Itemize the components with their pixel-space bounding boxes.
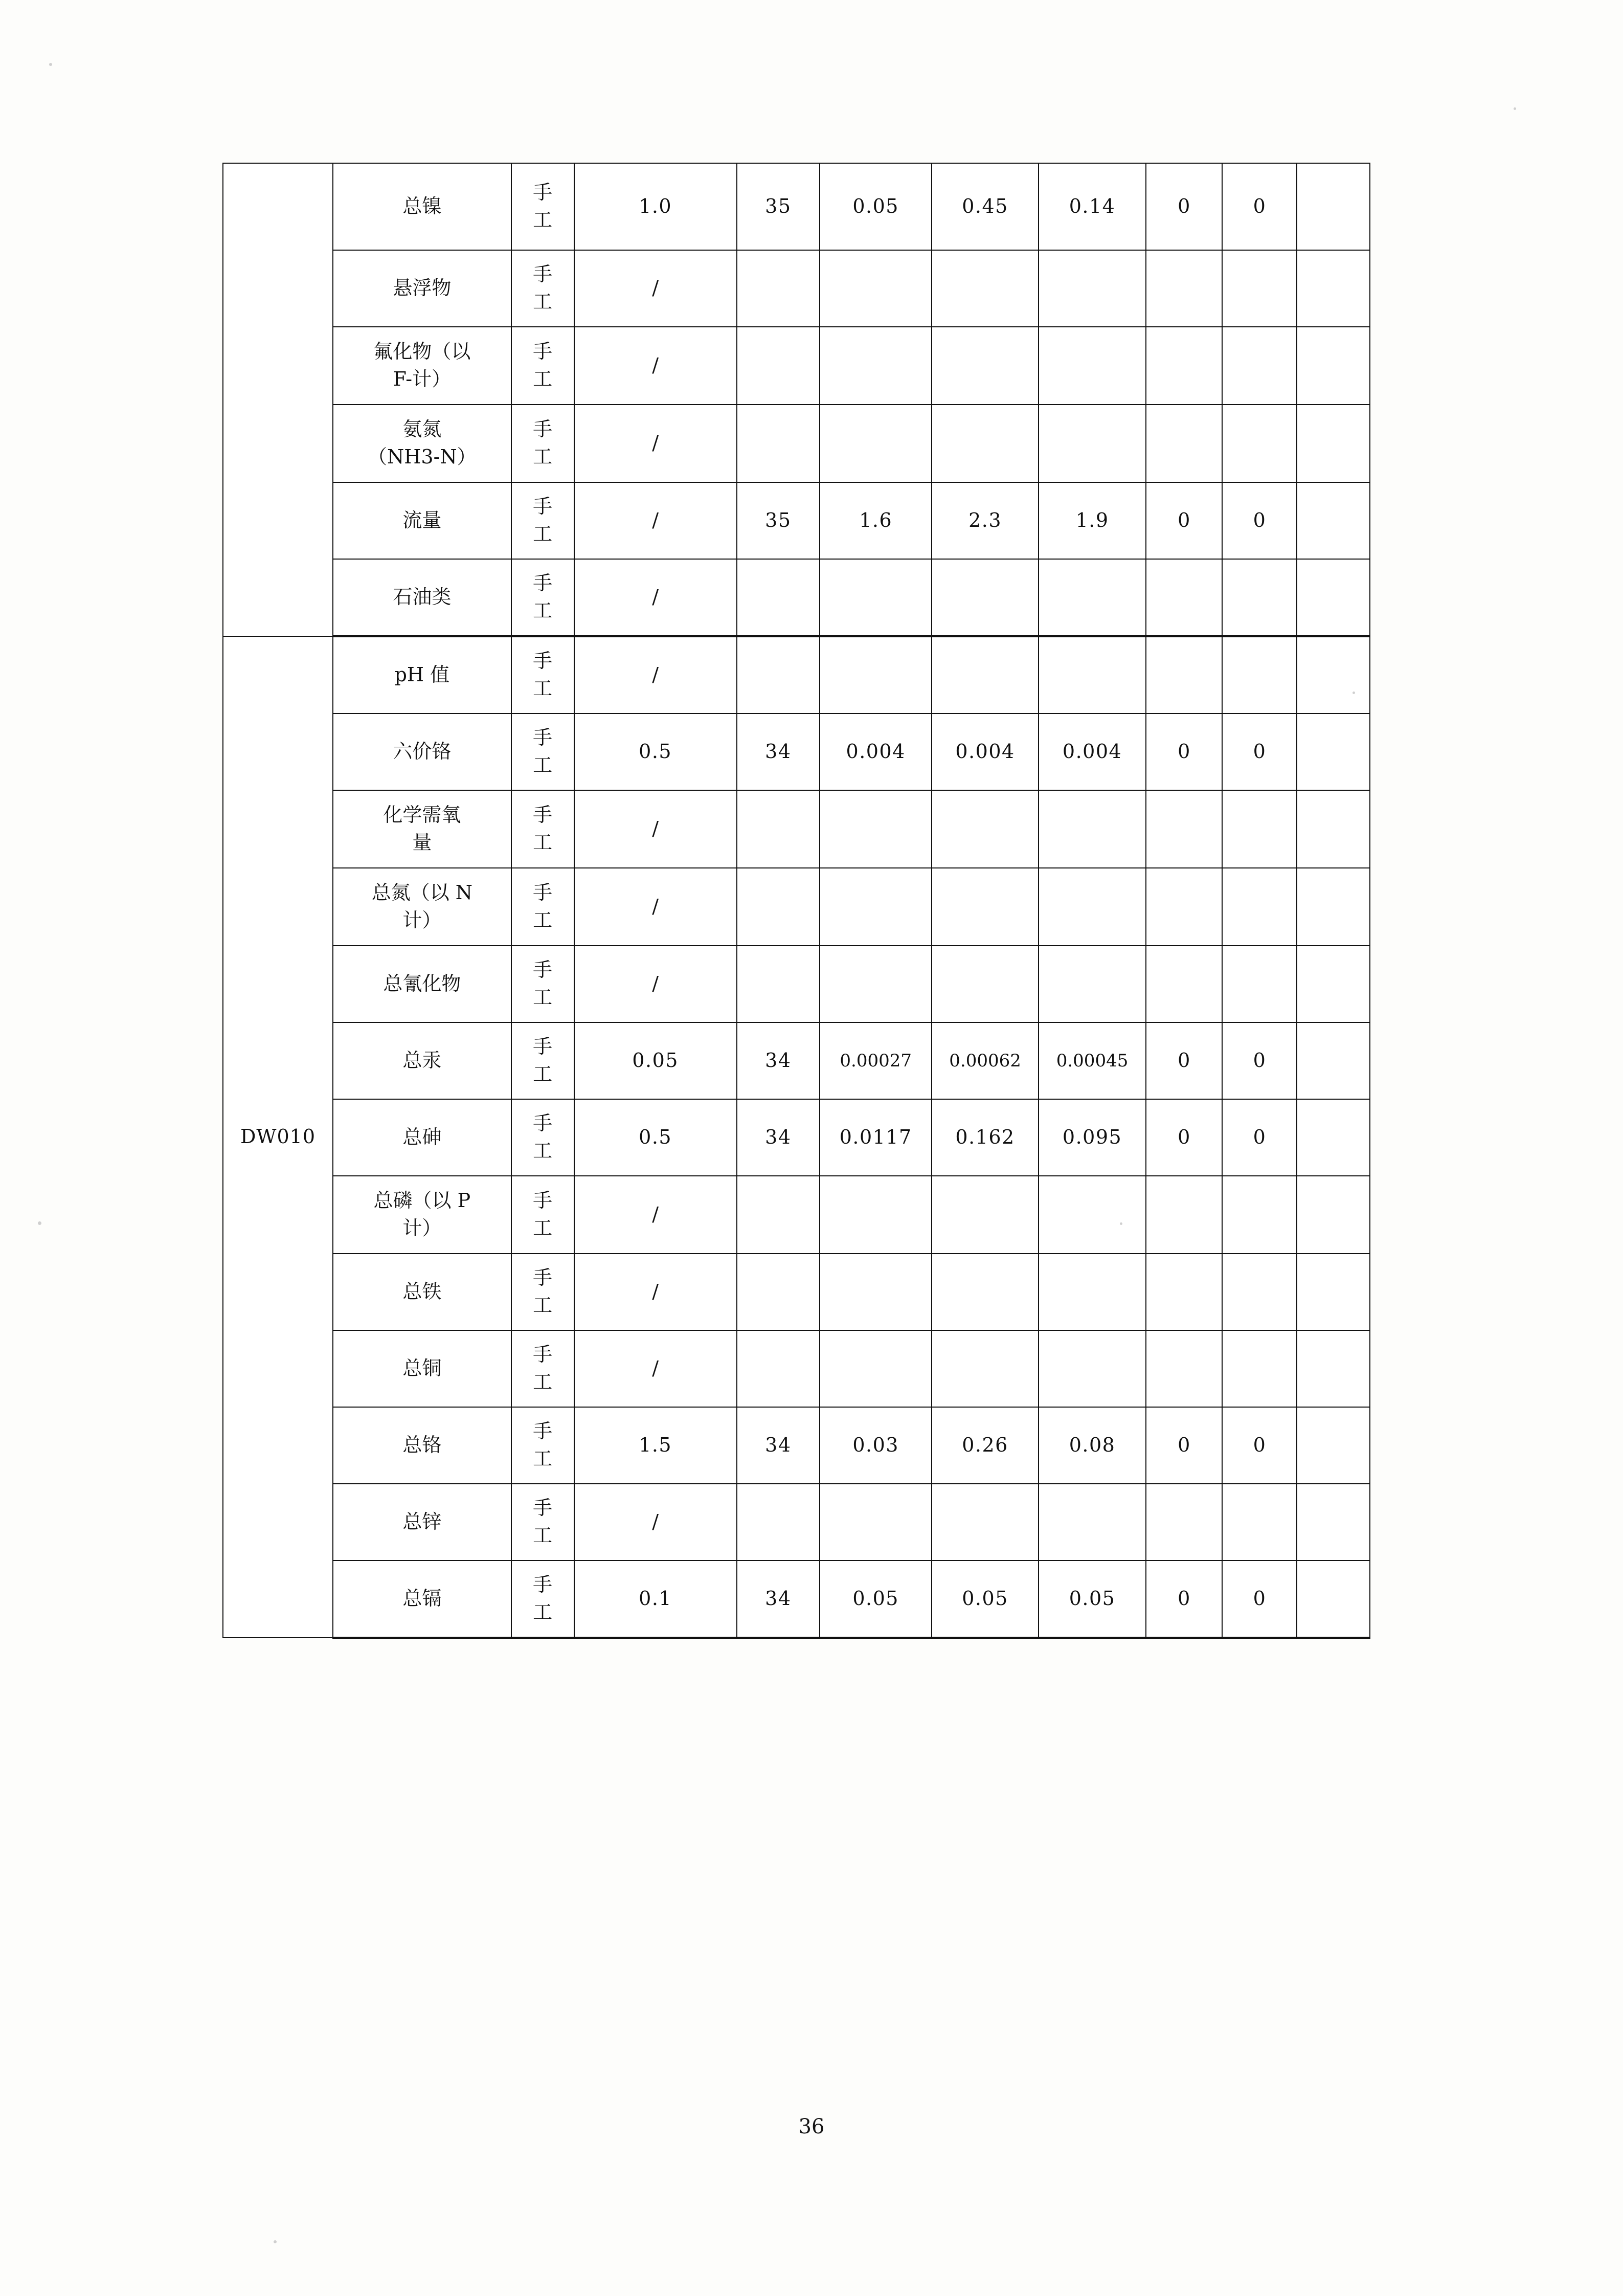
exceed-rate-cell	[1222, 559, 1297, 636]
exceed-rate-cell	[1222, 1176, 1297, 1254]
exceed-count-cell	[1146, 327, 1222, 405]
table-row	[223, 163, 1370, 250]
exceed-count-cell	[1146, 790, 1222, 868]
table-row	[223, 1561, 1370, 1638]
remark-cell	[1297, 1254, 1370, 1330]
table-row	[223, 482, 1370, 559]
measurement-method-cell	[511, 1330, 574, 1407]
exceed-rate-cell	[1222, 1254, 1297, 1330]
pollutant-name-cell: 总锌	[333, 1484, 511, 1561]
remark-cell	[1297, 405, 1370, 482]
method-char: 工	[533, 754, 553, 776]
average-value-cell: 0.14	[1039, 163, 1146, 250]
method-char: 手	[533, 1035, 553, 1058]
method-char: 工	[533, 831, 553, 854]
max-value-cell: 0.26	[932, 1407, 1038, 1484]
table-row	[223, 946, 1370, 1022]
table-row	[223, 1099, 1370, 1176]
pollutant-name-cell: 总砷	[333, 1099, 511, 1176]
slash-icon: /	[652, 432, 659, 455]
min-value-cell: 0.00027	[820, 1022, 932, 1099]
pollutant-name-line2: 计）	[402, 1217, 442, 1239]
slash-icon: /	[652, 1357, 659, 1380]
table-body	[223, 163, 1370, 1638]
scan-speck	[1352, 692, 1355, 694]
pollutant-name-line2: 计）	[402, 909, 442, 931]
exceed-count-cell	[1146, 1176, 1222, 1254]
sample-count-cell	[737, 250, 820, 327]
average-value-cell	[1039, 946, 1146, 1022]
method-char: 手	[533, 958, 553, 982]
slash-icon: /	[652, 509, 659, 532]
max-value-cell	[932, 250, 1038, 327]
remark-cell	[1297, 636, 1370, 714]
exceed-rate-cell	[1222, 636, 1297, 714]
max-value-cell: 0.05	[932, 1561, 1038, 1638]
sample-count-cell	[737, 946, 820, 1022]
scan-speck	[274, 2240, 277, 2243]
standard-limit-cell	[574, 327, 737, 405]
max-value-cell	[932, 1176, 1038, 1254]
pollutant-name-cell	[333, 868, 511, 946]
average-value-cell	[1039, 1176, 1146, 1254]
table-row	[223, 636, 1370, 714]
method-char: 手	[533, 1189, 553, 1212]
exceed-count-cell: 0	[1146, 1561, 1222, 1638]
pollutant-name-cell	[333, 790, 511, 868]
max-value-cell	[932, 1330, 1038, 1407]
exceed-count-cell	[1146, 1484, 1222, 1561]
page-number: 36	[798, 2115, 825, 2138]
pollutant-name-cell	[333, 1176, 511, 1254]
method-char: 工	[533, 291, 553, 313]
table-row	[223, 1330, 1370, 1407]
measurement-method-cell	[511, 327, 574, 405]
sample-count-cell: 35	[737, 482, 820, 559]
slash-icon: /	[652, 895, 659, 918]
exceed-count-cell: 0	[1146, 1407, 1222, 1484]
exceed-rate-cell	[1222, 327, 1297, 405]
measurement-method-cell	[511, 1022, 574, 1099]
sample-count-cell	[737, 636, 820, 714]
sample-count-cell: 34	[737, 1099, 820, 1176]
remark-cell	[1297, 327, 1370, 405]
method-char: 手	[533, 181, 553, 204]
pollutant-name-cell: 流量	[333, 482, 511, 559]
exceed-rate-cell: 0	[1222, 482, 1297, 559]
method-char: 工	[533, 445, 553, 468]
exceed-rate-cell	[1222, 1484, 1297, 1561]
exceed-count-cell: 0	[1146, 1022, 1222, 1099]
method-char: 手	[533, 1343, 553, 1366]
exceed-rate-cell: 0	[1222, 1407, 1297, 1484]
pollutant-name-line1: 化学需氧	[383, 804, 461, 827]
pollutant-name-line2: 量	[412, 831, 432, 854]
average-value-cell: 0.08	[1039, 1407, 1146, 1484]
average-value-cell: 0.004	[1039, 714, 1146, 790]
method-char: 手	[533, 881, 553, 904]
table-row	[223, 868, 1370, 946]
standard-limit-cell	[574, 1176, 737, 1254]
method-char: 工	[533, 1217, 553, 1239]
max-value-cell	[932, 559, 1038, 636]
method-char: 工	[533, 368, 553, 390]
method-char: 手	[533, 726, 553, 749]
sample-count-cell	[737, 868, 820, 946]
method-char: 手	[533, 1573, 553, 1596]
table-row	[223, 1176, 1370, 1254]
standard-limit-cell	[574, 636, 737, 714]
min-value-cell: 0.05	[820, 1561, 932, 1638]
slash-icon: /	[652, 663, 659, 686]
pollutant-name-line1: 氟化物（以	[373, 340, 471, 363]
max-value-cell	[932, 1484, 1038, 1561]
exceed-rate-cell	[1222, 790, 1297, 868]
standard-limit-cell	[574, 1254, 737, 1330]
exceed-rate-cell	[1222, 946, 1297, 1022]
measurement-method-cell	[511, 250, 574, 327]
measurement-method-cell	[511, 714, 574, 790]
pollutant-name-cell: 总铜	[333, 1330, 511, 1407]
exceed-count-cell	[1146, 946, 1222, 1022]
exceed-rate-cell: 0	[1222, 163, 1297, 250]
standard-limit-cell	[574, 1330, 737, 1407]
measurement-method-cell	[511, 1254, 574, 1330]
method-char: 工	[533, 1294, 553, 1317]
average-value-cell	[1039, 868, 1146, 946]
remark-cell	[1297, 1484, 1370, 1561]
remark-cell	[1297, 559, 1370, 636]
average-value-cell	[1039, 1330, 1146, 1407]
exceed-count-cell	[1146, 405, 1222, 482]
remark-cell	[1297, 1176, 1370, 1254]
standard-limit-cell	[574, 482, 737, 559]
pollutant-name-cell: 总汞	[333, 1022, 511, 1099]
measurement-method-cell	[511, 1561, 574, 1638]
remark-cell	[1297, 1022, 1370, 1099]
measurement-method-cell	[511, 405, 574, 482]
exceed-count-cell	[1146, 559, 1222, 636]
table-row	[223, 1022, 1370, 1099]
sample-count-cell	[737, 1330, 820, 1407]
exceed-rate-cell: 0	[1222, 1022, 1297, 1099]
method-char: 手	[533, 804, 553, 827]
min-value-cell: 0.05	[820, 163, 932, 250]
average-value-cell: 0.095	[1039, 1099, 1146, 1176]
min-value-cell	[820, 250, 932, 327]
min-value-cell	[820, 868, 932, 946]
monitoring-data-table-wrapper	[222, 163, 1370, 1639]
slash-icon: /	[652, 1203, 659, 1226]
min-value-cell	[820, 559, 932, 636]
average-value-cell	[1039, 636, 1146, 714]
method-char: 工	[533, 1140, 553, 1162]
method-char: 工	[533, 599, 553, 622]
pollutant-name-cell: 总氰化物	[333, 946, 511, 1022]
min-value-cell: 0.0117	[820, 1099, 932, 1176]
method-char: 工	[533, 1447, 553, 1470]
sample-count-cell: 34	[737, 714, 820, 790]
method-char: 工	[533, 1524, 553, 1547]
exceed-count-cell	[1146, 250, 1222, 327]
average-value-cell	[1039, 790, 1146, 868]
min-value-cell	[820, 1176, 932, 1254]
sample-count-cell	[737, 790, 820, 868]
measurement-method-cell	[511, 868, 574, 946]
average-value-cell: 0.05	[1039, 1561, 1146, 1638]
pollutant-name-cell: 总铬	[333, 1407, 511, 1484]
method-char: 工	[533, 986, 553, 1009]
pollutant-name-line1: 总磷（以 P	[373, 1189, 471, 1212]
standard-limit-cell: 0.5	[574, 1099, 737, 1176]
max-value-cell	[932, 946, 1038, 1022]
pollutant-name-cell: 石油类	[333, 559, 511, 636]
average-value-cell	[1039, 327, 1146, 405]
max-value-cell: 0.162	[932, 1099, 1038, 1176]
sample-count-cell: 35	[737, 163, 820, 250]
method-char: 工	[533, 523, 553, 545]
average-value-cell: 0.00045	[1039, 1022, 1146, 1099]
slash-icon: /	[652, 354, 659, 377]
table-row	[223, 327, 1370, 405]
method-char: 工	[533, 1063, 553, 1085]
sample-count-cell: 34	[737, 1407, 820, 1484]
min-value-cell	[820, 327, 932, 405]
standard-limit-cell: 1.0	[574, 163, 737, 250]
standard-limit-cell	[574, 790, 737, 868]
standard-limit-cell	[574, 405, 737, 482]
exceed-rate-cell: 0	[1222, 1561, 1297, 1638]
slash-icon: /	[652, 277, 659, 300]
method-char: 工	[533, 209, 553, 231]
remark-cell	[1297, 868, 1370, 946]
exceed-count-cell: 0	[1146, 714, 1222, 790]
exceed-count-cell	[1146, 868, 1222, 946]
pollutant-name-cell: 总镉	[333, 1561, 511, 1638]
exceed-count-cell	[1146, 636, 1222, 714]
sample-count-cell	[737, 1176, 820, 1254]
min-value-cell	[820, 1254, 932, 1330]
exceed-rate-cell: 0	[1222, 1099, 1297, 1176]
pollutant-name-cell	[333, 327, 511, 405]
max-value-cell	[932, 790, 1038, 868]
sample-count-cell: 34	[737, 1022, 820, 1099]
scan-speck	[1514, 107, 1516, 110]
standard-limit-cell	[574, 946, 737, 1022]
standard-limit-cell	[574, 559, 737, 636]
measurement-method-cell	[511, 559, 574, 636]
exceed-count-cell	[1146, 1330, 1222, 1407]
sample-count-cell	[737, 1484, 820, 1561]
min-value-cell	[820, 790, 932, 868]
remark-cell	[1297, 946, 1370, 1022]
slash-icon: /	[652, 972, 659, 995]
table-row	[223, 714, 1370, 790]
exceed-rate-cell	[1222, 868, 1297, 946]
standard-limit-cell: 0.1	[574, 1561, 737, 1638]
measurement-method-cell	[511, 1099, 574, 1176]
remark-cell	[1297, 1330, 1370, 1407]
table-row	[223, 790, 1370, 868]
exceed-rate-cell	[1222, 1330, 1297, 1407]
remark-cell	[1297, 714, 1370, 790]
method-char: 手	[533, 650, 553, 673]
exceed-rate-cell	[1222, 405, 1297, 482]
max-value-cell: 0.004	[932, 714, 1038, 790]
scan-speck	[49, 63, 52, 66]
remark-cell	[1297, 1099, 1370, 1176]
method-char: 手	[533, 263, 553, 286]
standard-limit-cell	[574, 250, 737, 327]
method-char: 手	[533, 418, 553, 441]
sample-count-cell	[737, 1254, 820, 1330]
average-value-cell	[1039, 250, 1146, 327]
exceed-count-cell: 0	[1146, 163, 1222, 250]
exceed-rate-cell	[1222, 250, 1297, 327]
sample-count-cell: 34	[737, 1561, 820, 1638]
measurement-method-cell	[511, 482, 574, 559]
method-char: 手	[533, 1497, 553, 1520]
pollutant-name-line2: （NH3-N）	[368, 445, 477, 468]
measurement-method-cell	[511, 1407, 574, 1484]
method-char: 手	[533, 1266, 553, 1289]
min-value-cell	[820, 1330, 932, 1407]
min-value-cell: 0.03	[820, 1407, 932, 1484]
sample-count-cell	[737, 327, 820, 405]
table-row	[223, 1407, 1370, 1484]
pollutant-name-cell: 总镍	[333, 163, 511, 250]
min-value-cell	[820, 636, 932, 714]
remark-cell	[1297, 163, 1370, 250]
pollutant-name-cell: 六价铬	[333, 714, 511, 790]
average-value-cell	[1039, 405, 1146, 482]
method-char: 工	[533, 677, 553, 700]
remark-cell	[1297, 250, 1370, 327]
table-row	[223, 405, 1370, 482]
exceed-rate-cell: 0	[1222, 714, 1297, 790]
measurement-method-cell	[511, 790, 574, 868]
table-row	[223, 1484, 1370, 1561]
standard-limit-cell: 0.5	[574, 714, 737, 790]
max-value-cell	[932, 868, 1038, 946]
min-value-cell	[820, 946, 932, 1022]
slash-icon: /	[652, 1280, 659, 1303]
method-char: 工	[533, 1601, 553, 1623]
exceed-count-cell: 0	[1146, 482, 1222, 559]
method-char: 手	[533, 1112, 553, 1135]
method-char: 手	[533, 1420, 553, 1443]
max-value-cell: 0.45	[932, 163, 1038, 250]
min-value-cell: 1.6	[820, 482, 932, 559]
average-value-cell	[1039, 559, 1146, 636]
pollutant-name-cell: pH 值	[333, 636, 511, 714]
table-row	[223, 250, 1370, 327]
pollutant-name-line1: 氨氮	[402, 418, 442, 441]
max-value-cell	[932, 327, 1038, 405]
monitoring-data-table	[222, 163, 1370, 1639]
exceed-count-cell: 0	[1146, 1099, 1222, 1176]
method-char: 手	[533, 495, 553, 518]
pollutant-name-line1: 总氮（以 N	[371, 881, 473, 904]
pollutant-name-cell: 悬浮物	[333, 250, 511, 327]
scan-speck	[1120, 1222, 1122, 1225]
standard-limit-cell: 0.05	[574, 1022, 737, 1099]
average-value-cell	[1039, 1254, 1146, 1330]
table-row	[223, 559, 1370, 636]
method-char: 工	[533, 909, 553, 931]
max-value-cell	[932, 405, 1038, 482]
sample-count-cell	[737, 405, 820, 482]
site-code-cell: DW010	[223, 636, 333, 1638]
standard-limit-cell	[574, 868, 737, 946]
sample-count-cell	[737, 559, 820, 636]
standard-limit-cell	[574, 1484, 737, 1561]
remark-cell	[1297, 1561, 1370, 1638]
average-value-cell: 1.9	[1039, 482, 1146, 559]
method-char: 手	[533, 340, 553, 363]
slash-icon: /	[652, 586, 659, 609]
min-value-cell	[820, 1484, 932, 1561]
min-value-cell	[820, 405, 932, 482]
remark-cell	[1297, 482, 1370, 559]
measurement-method-cell	[511, 1176, 574, 1254]
method-char: 工	[533, 1371, 553, 1393]
exceed-count-cell	[1146, 1254, 1222, 1330]
min-value-cell: 0.004	[820, 714, 932, 790]
method-char: 手	[533, 572, 553, 595]
remark-cell	[1297, 1407, 1370, 1484]
measurement-method-cell	[511, 1484, 574, 1561]
pollutant-name-cell: 总铁	[333, 1254, 511, 1330]
pollutant-name-cell	[333, 405, 511, 482]
measurement-method-cell	[511, 636, 574, 714]
scan-speck	[38, 1221, 41, 1225]
max-value-cell: 2.3	[932, 482, 1038, 559]
table-row	[223, 1254, 1370, 1330]
standard-limit-cell: 1.5	[574, 1407, 737, 1484]
max-value-cell	[932, 636, 1038, 714]
measurement-method-cell	[511, 946, 574, 1022]
max-value-cell	[932, 1254, 1038, 1330]
max-value-cell: 0.00062	[932, 1022, 1038, 1099]
slash-icon: /	[652, 1510, 659, 1533]
average-value-cell	[1039, 1484, 1146, 1561]
measurement-method-cell	[511, 163, 574, 250]
slash-icon: /	[652, 817, 659, 840]
site-code-cell	[223, 163, 333, 636]
remark-cell	[1297, 790, 1370, 868]
pollutant-name-line2: F-计）	[393, 368, 452, 390]
